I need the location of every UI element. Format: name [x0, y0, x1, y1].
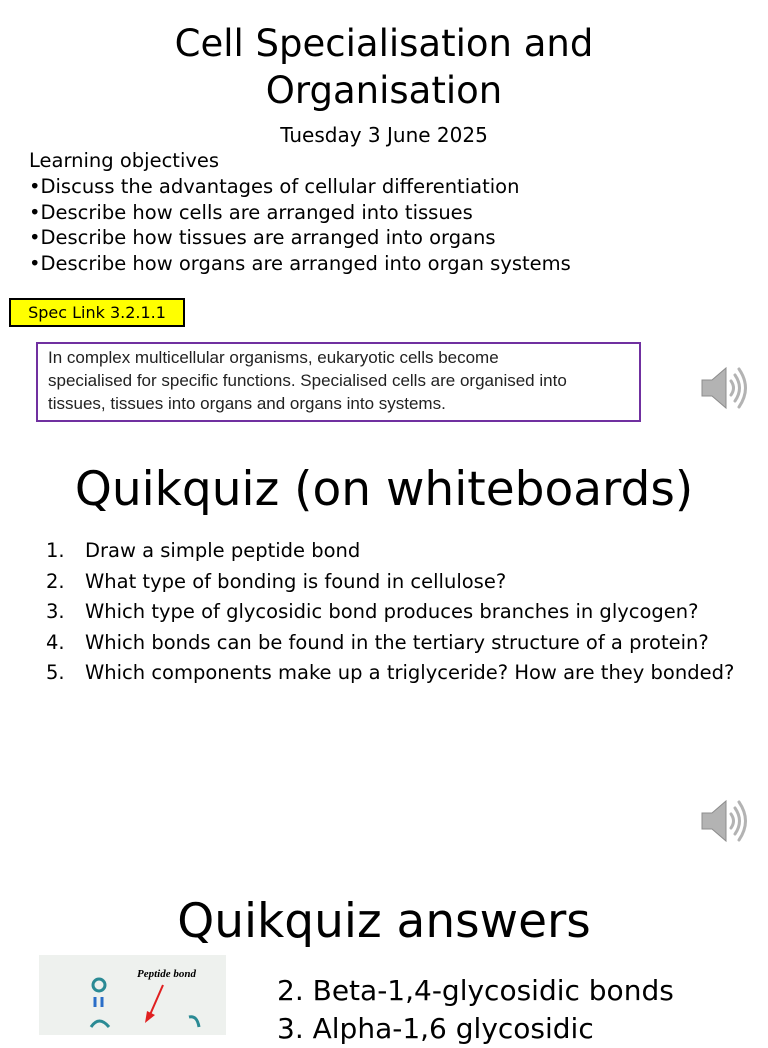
peptide-bond-drawing — [39, 955, 226, 1035]
list-item: 4. Which bonds can be found in the tertiary structure of a protein? — [46, 630, 709, 654]
list-item: 3. Which type of glycosidic bond produces branches in glycogen? — [46, 600, 699, 623]
arrow-head — [145, 1011, 155, 1023]
objective-item: •Describe how tissues are arranged into organs — [29, 226, 496, 250]
list-item: 5. Which components make up a triglyceride? How are they bonded? — [46, 661, 735, 684]
slide-1 — [0, 0, 768, 445]
peptide-bond-image — [39, 955, 226, 1035]
slide-date: Tuesday 3 June 2025 — [280, 123, 488, 147]
spec-link-badge: Spec Link 3.2.1.1 — [9, 298, 185, 327]
quiz-question-list — [46, 538, 736, 691]
learning-objectives — [29, 148, 571, 277]
answer-list — [277, 972, 674, 1048]
answer-item: 3. Alpha-1,6 glycosidic — [277, 1012, 594, 1045]
image-label: Peptide bond — [137, 968, 196, 980]
answers-title: Quikquiz answers — [177, 894, 591, 949]
spec-statement-box: In complex multicellular organisms, eukaryotic cells become specialised for specific functions. Specialised cells are organised into tissues, tissues into organs and organs into systems. — [36, 342, 641, 422]
list-item: 2. What type of bonding is found in cellulose? — [46, 569, 507, 593]
objective-item: •Describe how organs are arranged into organ systems — [29, 252, 571, 276]
answer-item: 2. Beta-1,4-glycosidic bonds — [277, 974, 674, 1007]
arrow-line — [149, 985, 163, 1017]
oxygen-atom-mark — [93, 979, 105, 991]
speaker-icon[interactable] — [698, 795, 750, 847]
objective-item: •Discuss the advantages of cellular differentiation — [29, 174, 520, 198]
objective-item: •Describe how cells are arranged into tissues — [29, 200, 473, 224]
list-item: 1. Draw a simple peptide bond — [46, 539, 361, 562]
speaker-icon[interactable] — [698, 362, 750, 414]
objectives-heading: Learning objectives — [29, 149, 220, 172]
slide-title: Cell Specialisation and Organisation — [174, 22, 594, 112]
quiz-title: Quikquiz (on whiteboards) — [74, 462, 694, 517]
